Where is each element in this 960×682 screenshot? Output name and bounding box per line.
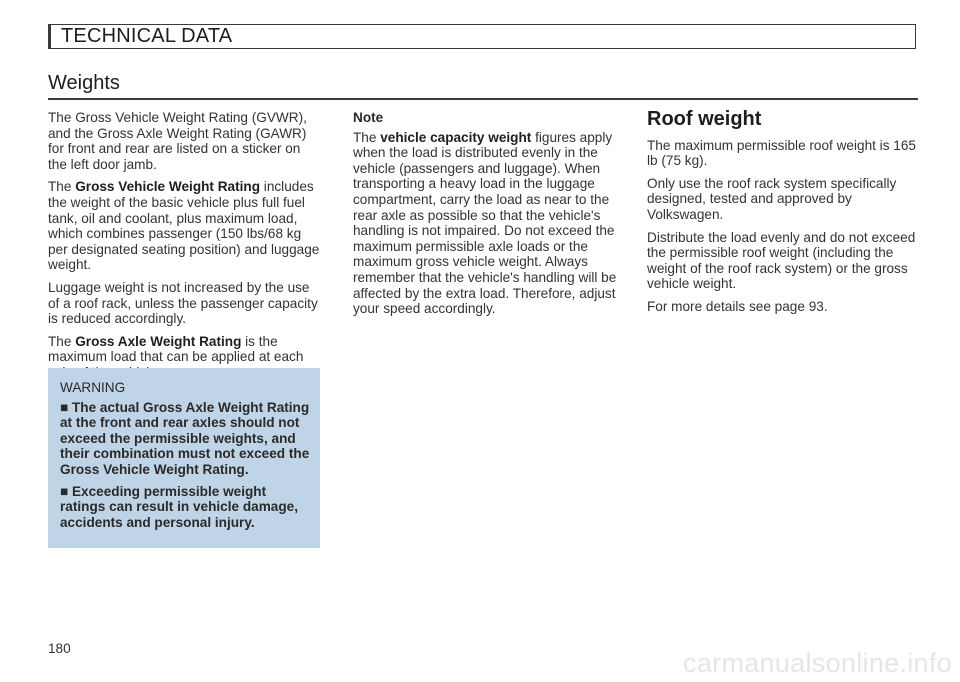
vehicle-capacity-term: vehicle capacity weight bbox=[380, 129, 532, 145]
warning-item: ■ The actual Gross Axle Weight Rating at the front and rear axles should not exceed the permissible weights, and their combination must not exceed the Gross Vehicle Weight Rating. bbox=[60, 399, 310, 477]
text-fragment: figures apply when the load is distributed evenly in the vehicle (passengers and luggage). When transporting a heavy load in the luggage compartment, carry the load as near to the rear axle as possible so that the vehicle's handling is not impaired. Do not exceed the maximum permissible axle loads or the maximum gross vehicle weight. Always remember that the vehicle's handling will be affected by the extra load. Therefore, adjust your speed accordingly. bbox=[353, 129, 617, 317]
text-fragment: includes the weight of the basic vehicle plus full fuel tank, oil and coolant, plus maximum load, which combines passenger (150 lbs/68 kg per designated seating position) and luggage weight. bbox=[48, 179, 320, 273]
warning-item: ■ Exceeding permissible weight ratings can result in vehicle damage, accidents and personal injury. bbox=[60, 483, 298, 530]
text-fragment: The bbox=[48, 333, 76, 349]
section-divider bbox=[48, 98, 918, 100]
roof-rack-paragraph: Only use the roof rack system specifically designed, tested and approved by Volkswagen. bbox=[647, 175, 897, 222]
luggage-paragraph: Luggage weight is not increased by the use of a roof rack, unless the passenger capacity is reduced accordingly. bbox=[48, 279, 318, 327]
page-number: 180 bbox=[48, 641, 71, 656]
watermark: carmanualsonline.info bbox=[683, 648, 952, 678]
text-fragment: is the maximum load that can be applied at each bbox=[48, 333, 304, 365]
section-title: Weights bbox=[48, 72, 120, 94]
column-weights bbox=[48, 110, 320, 388]
gvwr-term: Gross Vehicle Weight Rating bbox=[75, 179, 261, 195]
column-note bbox=[353, 110, 627, 324]
gvwr-definition-paragraph bbox=[48, 179, 320, 273]
warning-title: WARNING bbox=[60, 380, 126, 395]
text-fragment: The bbox=[48, 179, 76, 195]
roof-distribute-paragraph: Distribute the load evenly and do not exceed the permissible roof weight (including the weight of the roof rack system) or the gross vehicle weight. bbox=[647, 229, 916, 292]
note-heading: Note bbox=[353, 110, 384, 125]
text-fragment: The bbox=[353, 129, 381, 145]
gvwr-intro-paragraph: The Gross Vehicle Weight Rating (GVWR), and the Gross Axle Weight Rating (GAWR) for front and rear are listed on a sticker on the left door jamb. bbox=[48, 110, 307, 172]
roof-max-paragraph: The maximum permissible roof weight is 165 lb (75 kg). bbox=[647, 137, 916, 169]
note-paragraph bbox=[353, 130, 627, 317]
roof-weight-title: Roof weight bbox=[647, 108, 762, 130]
header-title: TECHNICAL DATA bbox=[61, 25, 233, 47]
roof-details-paragraph: For more details see page 93. bbox=[647, 298, 828, 314]
header-bar bbox=[48, 24, 916, 49]
warning-box bbox=[48, 368, 320, 548]
column-roof-weight bbox=[647, 110, 919, 322]
gawr-term: Gross Axle Weight Rating bbox=[75, 333, 242, 349]
